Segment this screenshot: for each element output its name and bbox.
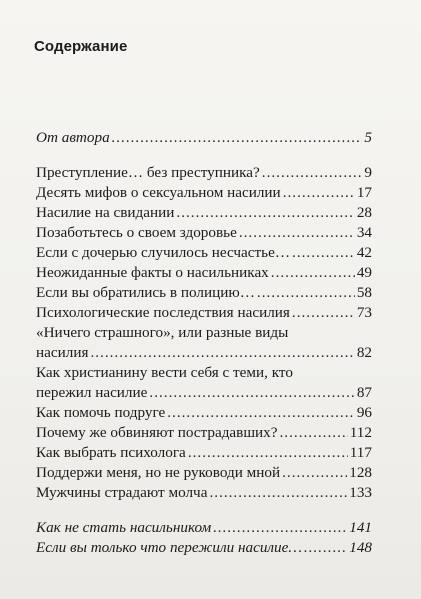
page-title: Содержание [34, 38, 128, 55]
toc-entry-label-line1: «Ничего страшного», или разные виды [36, 324, 289, 341]
toc-page-number: 87 [356, 384, 372, 401]
leader-dots [282, 463, 347, 483]
toc-entry [36, 303, 372, 323]
table-of-contents [36, 128, 372, 558]
toc-entry [36, 383, 372, 403]
leader-dots [280, 423, 348, 443]
leader-dots [167, 403, 355, 423]
toc-page-number: 42 [356, 244, 372, 261]
toc-entry-label: Если вы обратились в полицию… [36, 284, 255, 301]
toc-page-number: 96 [356, 404, 372, 421]
toc-entry [36, 283, 372, 303]
toc-entry-label: Поддержи меня, но не руководи мной [36, 464, 281, 481]
toc-page-number: 73 [356, 304, 372, 321]
toc-page-number: 34 [356, 224, 372, 241]
toc-entry-label-line2: насилия [36, 344, 89, 361]
leader-dots [257, 283, 355, 303]
toc-entry-italic [36, 518, 372, 538]
toc-entry-italic [36, 538, 372, 558]
toc-entry-label-line2: пережил насилие [36, 384, 148, 401]
toc-entry [36, 223, 372, 243]
leader-dots [262, 163, 363, 183]
toc-entry [36, 203, 372, 223]
toc-entry-multiline [36, 323, 372, 343]
leader-dots [209, 483, 347, 503]
toc-page-number: 17 [356, 184, 372, 201]
toc-entry-label: Преступление… без преступника? [36, 164, 260, 181]
toc-entry [36, 483, 372, 503]
toc-page-number: 28 [356, 204, 372, 221]
toc-entry-label: Если вы только что пережили насилие… [36, 539, 302, 556]
toc-entry [36, 243, 372, 263]
leader-dots [271, 263, 355, 283]
toc-page-number: 9 [364, 164, 372, 181]
toc-page-number: 128 [349, 464, 372, 481]
toc-entry [36, 163, 372, 183]
toc-entry [36, 443, 372, 463]
toc-entry-label: Мужчины страдают молча [36, 484, 208, 501]
toc-entry-label: Насилие на свидании [36, 204, 175, 221]
toc-page-number: 112 [349, 424, 372, 441]
toc-page-number: 5 [364, 129, 372, 146]
toc-entry-label-line1: Как христианину вести себя с теми, кто [36, 364, 293, 381]
toc-entry-label: Психологические последствия насилия [36, 304, 290, 321]
leader-dots [112, 128, 363, 148]
leader-dots [149, 383, 354, 403]
toc-entry-label: Неожиданные факты о насильниках [36, 264, 269, 281]
toc-entry [36, 343, 372, 363]
toc-entry [36, 403, 372, 423]
toc-entry-label: Как не стать насильником [36, 519, 212, 536]
leader-dots [292, 243, 355, 263]
leader-dots [188, 443, 348, 463]
toc-page-number: 49 [356, 264, 372, 281]
leader-dots [304, 538, 347, 558]
toc-entry [36, 463, 372, 483]
toc-entry-label: Если с дочерью случилось несчастье… [36, 244, 291, 261]
leader-dots [213, 518, 347, 538]
toc-page-number: 117 [349, 444, 372, 461]
toc-entry-multiline [36, 363, 372, 383]
toc-page-number: 82 [356, 344, 372, 361]
leader-dots [239, 223, 355, 243]
leader-dots [90, 343, 354, 363]
toc-entry [36, 183, 372, 203]
toc-page-number: 148 [349, 539, 372, 556]
leader-dots [176, 203, 354, 223]
toc-entry-label: Почему же обвиняют пострадавших? [36, 424, 278, 441]
toc-page-number: 58 [356, 284, 372, 301]
toc-page-number: 141 [349, 519, 372, 536]
toc-entry [36, 263, 372, 283]
toc-entry-label: Как выбрать психолога [36, 444, 186, 461]
toc-entry-label: Десять мифов о сексуальном насилии [36, 184, 281, 201]
leader-dots [283, 183, 355, 203]
toc-entry-author [36, 128, 372, 148]
toc-entry-label: Позаботьтесь о своем здоровье [36, 224, 237, 241]
toc-entry-label: Как помочь подруге [36, 404, 166, 421]
toc-page-number: 133 [349, 484, 372, 501]
toc-entry [36, 423, 372, 443]
toc-entry-label: От автора [36, 129, 110, 146]
leader-dots [292, 303, 355, 323]
